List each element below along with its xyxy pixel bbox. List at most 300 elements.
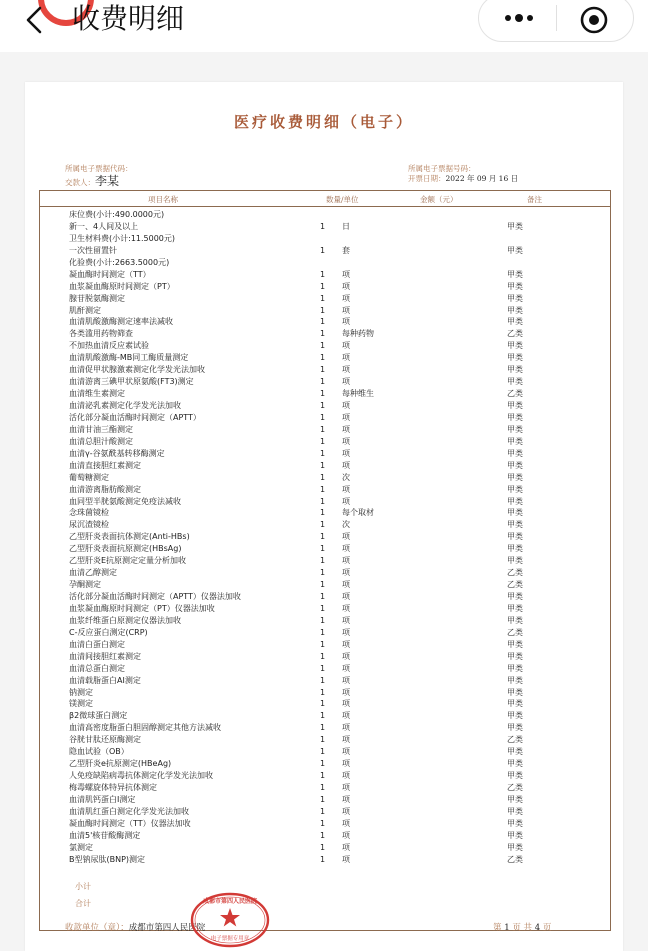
item-name: 血清间接胆红素测定 <box>69 651 141 661</box>
item-grade: 乙类 <box>507 627 523 637</box>
item-unit: 项 <box>342 854 350 864</box>
page-suffix: 页 <box>542 923 552 933</box>
item-name: 凝血酶时间测定（TT）仪器法加收 <box>69 818 191 828</box>
item-qty: 1 <box>320 687 326 697</box>
item-name: 梅毒螺旋体特异抗体测定 <box>69 783 157 792</box>
item-grade: 甲类 <box>507 663 523 673</box>
item-unit: 项 <box>342 663 350 673</box>
item-qty: 1 <box>320 699 326 709</box>
item-qty: 1 <box>320 508 326 518</box>
item-grade: 甲类 <box>507 544 523 554</box>
item-grade: 甲类 <box>507 592 523 601</box>
table-row <box>40 710 610 722</box>
table-row <box>40 567 610 579</box>
item-name: 不加热血清反应素试验 <box>69 341 149 351</box>
invoice-number-label: 所属电子票据号码： <box>408 164 476 173</box>
item-grade: 甲类 <box>507 794 523 804</box>
item-qty: 1 <box>320 401 326 410</box>
item-qty: 1 <box>320 377 326 387</box>
item-grade: 甲类 <box>507 747 523 757</box>
item-unit: 项 <box>342 532 350 542</box>
item-grade: 甲类 <box>507 615 523 625</box>
seal-bottom-text: 电子票据专用章 <box>210 936 250 942</box>
table-row <box>40 830 610 842</box>
item-unit: 项 <box>342 783 350 792</box>
item-grade: 甲类 <box>507 603 523 613</box>
item-qty: 1 <box>320 389 326 399</box>
table-row <box>40 507 610 519</box>
item-qty: 1 <box>320 723 326 733</box>
item-grade: 甲类 <box>507 818 523 828</box>
item-grade: 乙类 <box>507 329 523 339</box>
top-nav-bar <box>0 0 648 52</box>
item-grade: 甲类 <box>507 305 523 315</box>
item-name: 活化部分凝血活酶时间测定（APTT） <box>69 412 201 422</box>
item-name: 床位费(小计:490.0000元) <box>69 210 165 219</box>
item-grade: 甲类 <box>507 484 523 494</box>
item-unit: 项 <box>342 830 350 840</box>
item-name: 血清促甲状腺激素测定化学发光法加收 <box>69 365 205 375</box>
header-qty-unit: 数量/单位 <box>326 195 359 204</box>
item-qty: 1 <box>320 651 326 661</box>
item-unit: 每种药物 <box>342 329 374 339</box>
item-unit: 项 <box>342 568 350 578</box>
item-grade: 甲类 <box>507 448 523 458</box>
table-row <box>40 782 610 794</box>
table-row <box>40 412 610 424</box>
item-grade: 甲类 <box>507 699 523 709</box>
table-row <box>40 806 610 818</box>
item-name: 血清载脂蛋白AⅠ测定 <box>69 675 141 685</box>
table-row <box>40 519 610 531</box>
item-name: 血清高密度脂蛋白胆固醇测定其他方法减收 <box>69 723 221 733</box>
item-qty: 1 <box>320 794 326 804</box>
item-name: 孕酮测定 <box>69 580 101 590</box>
item-name: 血清游离三碘甲状原氨酸(FT3)测定 <box>69 377 194 387</box>
item-grade: 甲类 <box>507 472 523 482</box>
record-target-icon[interactable] <box>579 5 609 35</box>
item-name: 血清游离脂肪酸测定 <box>69 484 141 494</box>
item-grade: 甲类 <box>507 556 523 566</box>
item-qty: 1 <box>320 484 326 494</box>
item-name: 血清肌酸激酶测定速率法减收 <box>69 317 173 327</box>
item-qty: 1 <box>320 245 326 255</box>
table-row <box>40 818 610 830</box>
item-grade: 甲类 <box>507 842 523 852</box>
item-unit: 套 <box>342 245 350 255</box>
item-grade: 甲类 <box>507 687 523 697</box>
table-row <box>40 484 610 496</box>
invoice-code-label: 所属电子票据代码： <box>65 164 133 173</box>
item-unit: 项 <box>342 305 350 315</box>
table-row <box>40 496 610 508</box>
item-qty: 1 <box>320 460 326 470</box>
item-qty: 1 <box>320 603 326 613</box>
item-unit: 项 <box>342 460 350 470</box>
item-unit: 项 <box>342 436 350 446</box>
item-unit: 项 <box>342 293 350 303</box>
table-row <box>40 770 610 782</box>
item-grade: 乙类 <box>507 580 523 590</box>
item-unit: 项 <box>342 353 350 363</box>
item-unit: 项 <box>342 735 350 745</box>
item-qty: 1 <box>320 830 326 840</box>
payer-field <box>65 172 119 189</box>
item-qty: 1 <box>320 281 326 291</box>
item-unit: 项 <box>342 771 350 781</box>
item-qty: 1 <box>320 269 326 279</box>
payer-label: 交款人： <box>65 178 95 187</box>
item-qty: 1 <box>320 329 326 339</box>
capsule-divider <box>556 5 557 31</box>
item-grade: 甲类 <box>507 711 523 721</box>
item-name: 血清5'核苷酸酶测定 <box>69 830 141 840</box>
item-qty: 1 <box>320 818 326 828</box>
item-grade: 甲类 <box>507 353 523 363</box>
table-row <box>40 746 610 758</box>
item-unit: 项 <box>342 747 350 757</box>
item-name: 氯测定 <box>69 842 93 852</box>
item-grade: 甲类 <box>507 424 523 434</box>
table-row <box>40 758 610 770</box>
item-qty: 1 <box>320 735 326 745</box>
item-grade: 甲类 <box>507 317 523 327</box>
item-unit: 项 <box>342 496 350 506</box>
item-qty: 1 <box>320 412 326 422</box>
item-qty: 1 <box>320 496 326 506</box>
item-name: 血清总胆汁酸测定 <box>69 436 133 446</box>
item-unit: 次 <box>342 472 350 482</box>
table-row <box>40 794 610 806</box>
table-row <box>40 472 610 484</box>
issue-date-value: 2022 年 09 月 16 日 <box>445 174 519 183</box>
item-unit: 项 <box>342 759 350 769</box>
item-name: 人免疫缺陷病毒抗体测定化学发光法加收 <box>69 771 213 781</box>
item-unit: 项 <box>342 651 350 661</box>
table-row <box>40 316 610 328</box>
item-name: 乙型肝炎表面抗体测定(Anti-HBs) <box>69 532 190 542</box>
item-unit: 项 <box>342 269 350 279</box>
table-row <box>40 364 610 376</box>
item-grade: 甲类 <box>507 675 523 685</box>
item-qty: 1 <box>320 842 326 852</box>
page-prefix: 第 <box>493 923 502 933</box>
item-grade: 乙类 <box>507 735 523 745</box>
table-row <box>40 698 610 710</box>
issuer-label: 收款单位（章）： <box>65 923 129 933</box>
item-name: 一次性留置针 <box>69 245 117 255</box>
item-unit: 项 <box>342 448 350 458</box>
item-grade: 甲类 <box>507 759 523 769</box>
table-header <box>40 191 610 207</box>
subtotal-label: 小计 <box>75 882 91 891</box>
table-row <box>40 221 610 233</box>
table-row <box>40 328 610 340</box>
table-row <box>40 436 610 448</box>
table-row <box>40 388 610 400</box>
item-grade: 甲类 <box>507 532 523 542</box>
header-note: 备注 <box>527 195 542 204</box>
table-row <box>40 842 610 854</box>
header-amount: 金额（元） <box>420 195 458 204</box>
table-row <box>40 603 610 615</box>
item-grade: 甲类 <box>507 341 523 351</box>
item-unit: 项 <box>342 424 350 434</box>
table-row <box>40 639 610 651</box>
page-title: 收费明细 <box>72 2 185 35</box>
item-name: 活化部分凝血活酶时间测定（APTT）仪器法加收 <box>69 592 241 601</box>
item-unit: 每种维生 <box>342 389 374 399</box>
item-name: 血清直接胆红素测定 <box>69 460 141 470</box>
item-name: 血清白蛋白测定 <box>69 639 125 649</box>
table-row <box>40 281 610 293</box>
item-unit: 项 <box>342 365 350 375</box>
item-qty: 1 <box>320 532 326 542</box>
table-row <box>40 400 610 412</box>
charge-detail-table <box>39 190 611 931</box>
item-name: C-反应蛋白测定(CRP) <box>69 627 148 637</box>
item-qty: 1 <box>320 580 326 590</box>
item-grade: 甲类 <box>507 401 523 410</box>
item-unit: 项 <box>342 806 350 816</box>
table-row <box>40 543 610 555</box>
item-name: 血浆凝血酶原时间测定（PT）仪器法加收 <box>69 603 215 613</box>
item-unit: 日 <box>342 221 350 231</box>
item-qty: 1 <box>320 711 326 721</box>
item-qty: 1 <box>320 639 326 649</box>
item-name: β2微球蛋白测定 <box>69 711 128 721</box>
item-unit: 项 <box>342 675 350 685</box>
item-qty: 1 <box>320 365 326 375</box>
table-row <box>40 424 610 436</box>
table-row <box>40 233 610 245</box>
item-name: 血清甘油三酯测定 <box>69 424 133 434</box>
item-unit: 项 <box>342 615 350 625</box>
document-title: 医疗收费明细（电子） <box>233 113 414 131</box>
item-name: 乙型肝炎E抗原测定定量分析加收 <box>69 556 187 566</box>
item-name: 谷胱甘肽还原酶测定 <box>69 735 141 745</box>
item-qty: 1 <box>320 806 326 816</box>
item-grade: 甲类 <box>507 245 523 255</box>
item-qty: 1 <box>320 854 326 864</box>
item-unit: 每个取材 <box>342 508 374 518</box>
item-grade: 甲类 <box>507 460 523 470</box>
item-unit: 项 <box>342 317 350 327</box>
table-row <box>40 352 610 364</box>
item-grade: 甲类 <box>507 221 523 231</box>
item-name: 血清泌乳素测定化学发光法加收 <box>69 401 181 410</box>
item-qty: 1 <box>320 293 326 303</box>
item-unit: 项 <box>342 592 350 601</box>
item-qty: 1 <box>320 592 326 601</box>
item-qty: 1 <box>320 771 326 781</box>
item-grade: 甲类 <box>507 496 523 506</box>
item-grade: 甲类 <box>507 806 523 816</box>
item-grade: 甲类 <box>507 651 523 661</box>
item-unit: 项 <box>342 627 350 637</box>
seal-top-text: 成都市第四人民医院 <box>202 898 258 905</box>
item-name: 念珠菌镜检 <box>69 508 109 518</box>
item-name: 血清肌钙蛋白Ⅰ测定 <box>69 794 136 804</box>
item-grade: 甲类 <box>507 281 523 291</box>
header-item-name: 项目名称 <box>148 195 178 204</box>
item-name: 卫生材料费(小计:11.5000元) <box>69 233 176 243</box>
item-unit: 次 <box>342 520 350 530</box>
item-qty: 1 <box>320 627 326 637</box>
table-row <box>40 305 610 317</box>
payer-name: 李某 <box>95 174 120 188</box>
item-qty: 1 <box>320 448 326 458</box>
item-name: 血清γ-谷氨酰基转移酶测定 <box>69 448 165 458</box>
item-grade: 甲类 <box>507 830 523 840</box>
table-row <box>40 460 610 472</box>
item-unit: 项 <box>342 341 350 351</box>
issuer-field <box>65 921 205 933</box>
item-unit: 项 <box>342 639 350 649</box>
item-grade: 甲类 <box>507 723 523 733</box>
page-total: 4 <box>534 923 541 933</box>
item-name: 血清肌红蛋白测定化学发光法加收 <box>69 806 189 816</box>
item-qty: 1 <box>320 436 326 446</box>
item-qty: 1 <box>320 472 326 482</box>
item-qty: 1 <box>320 615 326 625</box>
item-grade: 甲类 <box>507 269 523 279</box>
item-qty: 1 <box>320 556 326 566</box>
item-unit: 项 <box>342 412 350 422</box>
table-row <box>40 651 610 663</box>
item-unit: 项 <box>342 484 350 494</box>
item-name: 钠测定 <box>69 687 93 697</box>
page-number: 1 <box>504 923 510 933</box>
item-grade: 乙类 <box>507 389 523 399</box>
item-name: 血浆凝血酶原时间测定（PT） <box>69 281 175 291</box>
item-grade: 乙类 <box>507 568 523 578</box>
item-grade: 甲类 <box>507 508 523 518</box>
item-qty: 1 <box>320 568 326 578</box>
item-qty: 1 <box>320 221 326 231</box>
item-unit: 项 <box>342 818 350 828</box>
table-row <box>40 293 610 305</box>
item-unit: 项 <box>342 603 350 613</box>
item-qty: 1 <box>320 305 326 315</box>
item-name: 乙型肝炎表面抗原测定(HBsAg) <box>69 544 182 554</box>
item-name: 新一、4人间及以上 <box>69 221 139 231</box>
table-row <box>40 734 610 746</box>
item-name: 血清肌酸激酶-MB同工酶质量测定 <box>69 353 189 363</box>
item-grade: 乙类 <box>507 783 523 792</box>
item-unit: 项 <box>342 842 350 852</box>
item-unit: 项 <box>342 556 350 566</box>
table-row <box>40 448 610 460</box>
table-row <box>40 245 610 257</box>
item-unit: 项 <box>342 794 350 804</box>
item-unit: 项 <box>342 377 350 387</box>
receipt-document <box>25 82 623 951</box>
issue-date-label: 开票日期： <box>408 174 446 183</box>
item-grade: 甲类 <box>507 365 523 375</box>
table-row <box>40 675 610 687</box>
table-row <box>40 269 610 281</box>
item-qty: 1 <box>320 317 326 327</box>
table-row <box>40 854 610 866</box>
item-qty: 1 <box>320 783 326 792</box>
table-row <box>40 663 610 675</box>
table-row <box>40 591 610 603</box>
item-name: 隐血试验（OB） <box>69 747 129 757</box>
item-unit: 项 <box>342 544 350 554</box>
item-name: 各类滥用药物筛查 <box>69 329 133 339</box>
item-qty: 1 <box>320 759 326 769</box>
item-unit: 项 <box>342 687 350 697</box>
item-name: 镁测定 <box>69 699 93 709</box>
item-name: 化验费(小计:2663.5000元) <box>69 257 170 267</box>
item-unit: 项 <box>342 699 350 709</box>
issuer-name: 成都市第四人民医院 <box>128 923 206 933</box>
item-qty: 1 <box>320 520 326 530</box>
item-name: 血清总蛋白测定 <box>69 663 125 673</box>
item-qty: 1 <box>320 341 326 351</box>
table-row <box>40 555 610 567</box>
table-row <box>40 209 610 221</box>
item-grade: 甲类 <box>507 436 523 446</box>
item-name: 血清乙醇测定 <box>69 568 117 578</box>
item-grade: 甲类 <box>507 412 523 422</box>
item-name: 腺苷脱氨酶测定 <box>69 293 125 303</box>
more-dots-icon[interactable] <box>499 5 539 31</box>
item-name: 肌酐测定 <box>69 305 101 315</box>
item-qty: 1 <box>320 663 326 673</box>
table-row <box>40 531 610 543</box>
table-row <box>40 340 610 352</box>
item-name: 血浆纤维蛋白原测定仪器法加收 <box>69 615 181 625</box>
table-row <box>40 579 610 591</box>
item-qty: 1 <box>320 747 326 757</box>
item-name: 尿沉渣镜检 <box>69 520 109 530</box>
item-unit: 项 <box>342 580 350 590</box>
table-body <box>40 209 610 866</box>
item-unit: 项 <box>342 711 350 721</box>
item-grade: 甲类 <box>507 771 523 781</box>
item-name: 葡萄糖测定 <box>69 472 109 482</box>
item-name: 乙型肝炎e抗原测定(HBeAg) <box>69 759 172 769</box>
page-indicator <box>493 921 551 933</box>
item-qty: 1 <box>320 544 326 554</box>
item-qty: 1 <box>320 424 326 434</box>
item-name: 血清维生素测定 <box>69 389 125 399</box>
item-name: 凝血酶时间测定（TT） <box>69 269 151 279</box>
item-grade: 乙类 <box>507 854 523 864</box>
item-grade: 甲类 <box>507 639 523 649</box>
item-qty: 1 <box>320 675 326 685</box>
item-unit: 项 <box>342 281 350 291</box>
mini-program-capsule <box>478 0 634 42</box>
total-label: 合计 <box>75 899 91 908</box>
table-row <box>40 376 610 388</box>
item-grade: 甲类 <box>507 377 523 387</box>
chevron-left-icon[interactable] <box>20 2 60 38</box>
item-name: B型钠尿肽(BNP)测定 <box>69 854 146 864</box>
item-name: 血同型半胱氨酸测定免疫法减收 <box>69 496 181 506</box>
item-grade: 甲类 <box>507 293 523 303</box>
page-middle: 页 共 <box>512 923 533 933</box>
official-seal-stamp <box>188 890 272 950</box>
table-row <box>40 627 610 639</box>
item-unit: 项 <box>342 401 350 410</box>
item-unit: 项 <box>342 723 350 733</box>
item-grade: 甲类 <box>507 520 523 530</box>
table-row <box>40 687 610 699</box>
issue-date-field <box>408 173 518 184</box>
